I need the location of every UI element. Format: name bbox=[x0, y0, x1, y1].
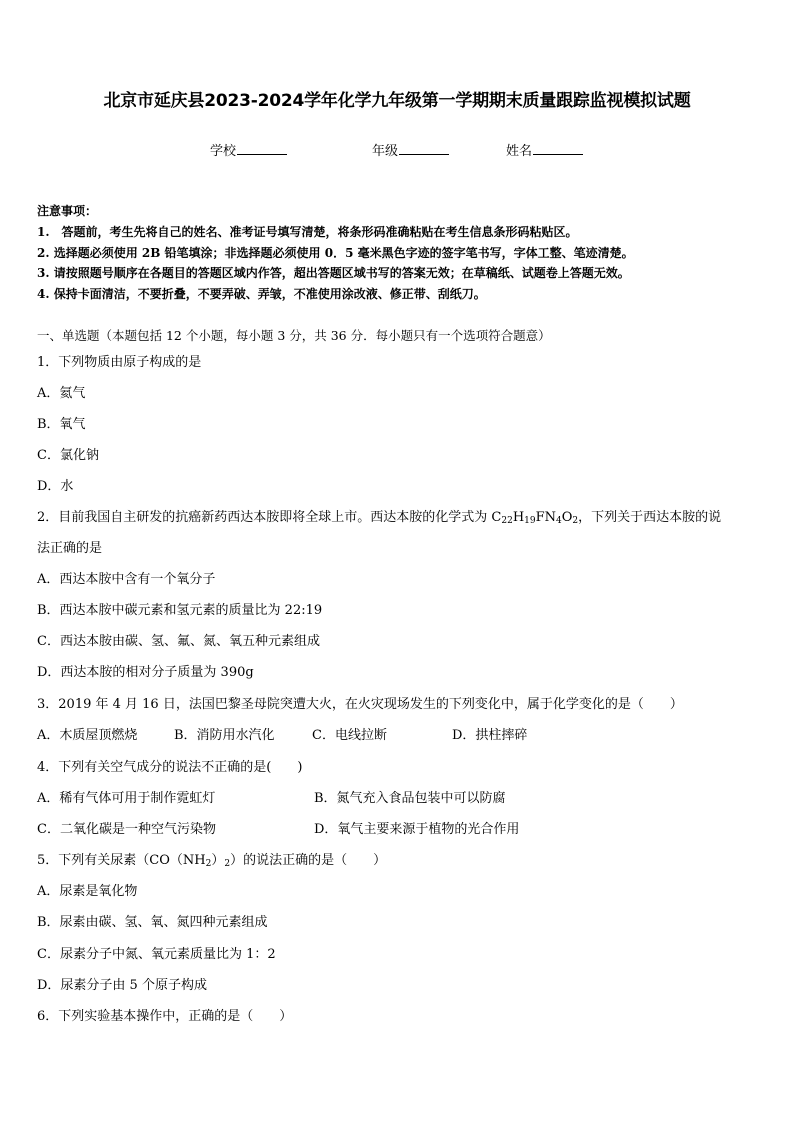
question-5-stem-part: ）的说法正确的是（ ） bbox=[230, 853, 387, 868]
page-title: 北京市延庆县2023-2024学年化学九年级第一学期期末质量跟踪监视模拟试题 bbox=[103, 91, 691, 111]
school-label: 学校 bbox=[210, 144, 237, 159]
question-1-option-b: B．氧气 bbox=[37, 417, 86, 432]
question-5-option-c: C．尿素分子中氮、氧元素质量比为 1：2 bbox=[37, 947, 276, 962]
question-5-stem-part: 5．下列有关尿素（CO（NH bbox=[37, 853, 206, 868]
formula-part: H bbox=[512, 510, 525, 525]
question-5-option-b: B．尿素由碳、氢、氧、氮四种元素组成 bbox=[37, 915, 268, 930]
question-6-stem: 6．下列实验基本操作中，正确的是（ ） bbox=[37, 1009, 293, 1024]
notice-item-4: 4. 保持卡面清洁，不要折叠，不要弄破、弄皱，不准使用涂改液、修正带、刮纸刀。 bbox=[37, 287, 486, 301]
subscript: 2 bbox=[224, 859, 231, 869]
grade-blank bbox=[399, 143, 449, 155]
subscript: 22 bbox=[501, 516, 513, 526]
question-2-stem-continued: 法正确的是 bbox=[37, 541, 103, 556]
question-2-option-c: C．西达本胺由碳、氢、氟、氮、氧五种元素组成 bbox=[37, 634, 320, 649]
name-field bbox=[506, 140, 583, 159]
question-2-option-a: A．西达本胺中含有一个氧分子 bbox=[37, 572, 216, 587]
question-1-option-a: A．氦气 bbox=[37, 386, 86, 401]
subscript: 2 bbox=[572, 516, 579, 526]
notice-item-2: 2. 选择题必须使用 2B 铅笔填涂；非选择题必须使用 0．5 毫米黑色字迹的签字笔书写，字体工整、笔迹清楚。 bbox=[37, 246, 634, 260]
question-4-option-b: B．氮气充入食品包装中可以防腐 bbox=[314, 791, 506, 806]
question-1-stem: 1．下列物质由原子构成的是 bbox=[37, 355, 202, 370]
question-5-option-a: A．尿素是氧化物 bbox=[37, 884, 138, 899]
question-3-option-a: A．木质屋顶燃烧 bbox=[37, 728, 138, 743]
grade-label: 年级 bbox=[372, 144, 399, 159]
subscript: 4 bbox=[556, 516, 562, 526]
question-5-stem-part: ） bbox=[211, 853, 225, 868]
school-field bbox=[210, 140, 287, 159]
question-3-option-c: C．电线拉断 bbox=[312, 728, 387, 743]
school-blank bbox=[237, 143, 287, 155]
subscript: 19 bbox=[524, 516, 536, 526]
question-3-option-d: D．拱柱摔碎 bbox=[452, 728, 528, 743]
formula-part: FN bbox=[535, 510, 557, 525]
question-2-stem-part: ，下列关于西达本胺的说 bbox=[578, 510, 722, 525]
section-heading: 一、单选题（本题包括 12 个小题，每小题 3 分，共 36 分．每小题只有一个选项符合题意） bbox=[37, 328, 551, 343]
question-1-option-d: D．水 bbox=[37, 479, 74, 494]
question-5-option-d: D．尿素分子由 5 个原子构成 bbox=[37, 978, 207, 993]
question-2-option-d: D．西达本胺的相对分子质量为 390g bbox=[37, 665, 254, 680]
question-3-option-b: B．消防用水汽化 bbox=[174, 728, 275, 743]
grade-field bbox=[372, 140, 449, 159]
subscript: 2 bbox=[205, 859, 212, 869]
formula-part: O bbox=[561, 510, 573, 525]
notice-item-3: 3. 请按照题号顺序在各题目的答题区域内作答，超出答题区域书写的答案无效；在草稿纸、试题卷上答题无效。 bbox=[37, 266, 630, 280]
question-2-stem bbox=[37, 510, 721, 526]
question-1-option-c: C．氯化钠 bbox=[37, 448, 99, 463]
notice-heading: 注意事项： bbox=[37, 204, 98, 218]
question-4-option-c: C．二氧化碳是一种空气污染物 bbox=[37, 822, 216, 837]
question-4-option-a: A．稀有气体可用于制作霓虹灯 bbox=[37, 791, 216, 806]
name-label: 姓名 bbox=[506, 144, 533, 159]
question-5-stem bbox=[37, 853, 386, 869]
name-blank bbox=[533, 143, 583, 155]
notice-item-1: 1. 答题前，考生先将自己的姓名、准考证号填写清楚，将条形码准确粘贴在考生信息条形码粘贴区。 bbox=[37, 225, 578, 239]
question-3-stem: 3．2019 年 4 月 16 日，法国巴黎圣母院突遭大火，在火灾现场发生的下列变化中，属于化学变化的是（ ） bbox=[37, 697, 683, 712]
question-4-stem: 4．下列有关空气成分的说法不正确的是( ) bbox=[37, 760, 303, 775]
question-4-option-d: D．氧气主要来源于植物的光合作用 bbox=[314, 822, 520, 837]
question-2-stem-part: 2．目前我国自主研发的抗癌新药西达本胺即将全球上市。西达本胺的化学式为 C bbox=[37, 510, 502, 525]
question-2-option-b: B．西达本胺中碳元素和氢元素的质量比为 22:19 bbox=[37, 603, 323, 618]
